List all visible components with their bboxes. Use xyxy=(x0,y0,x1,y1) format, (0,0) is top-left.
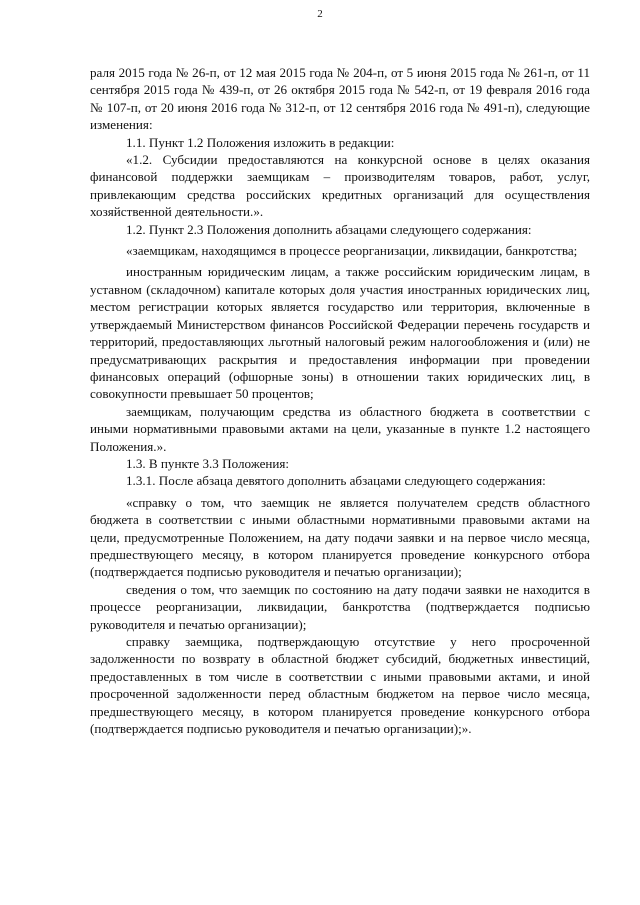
paragraph-item-1-3-1-quote-b: сведения о том, что заемщик по состоянию на дату подачи заявки не находится в процессе реорганизации, ликвидации, банкротства (подтверждается подписью руководителя и печатью организации); xyxy=(90,581,590,632)
paragraph-item-1-2: 1.2. Пункт 2.3 Положения дополнить абзацами следующего содержания: xyxy=(126,221,532,237)
page-number: 2 xyxy=(317,8,323,20)
paragraph-item-1-1: 1.1. Пункт 1.2 Положения изложить в редакции: xyxy=(126,134,395,150)
document-body xyxy=(90,64,590,737)
paragraph-item-1-3-1-quote-c: справку заемщика, подтверждающую отсутствие у него просроченной задолженности по возврату в областной бюджет субсидий, бюджетных инвестиций, предоставленных в том числе в соответствии с иными правовыми актами, и иной просроченной задолженности перед областным бюджетом на первое число месяца, предшествующего месяцу, в котором планируется проведение конкурсного отбора (подтверждается подписью руководителя и печатью организации);». xyxy=(90,634,590,737)
paragraph-item-1-3-1-quote-a: «справку о том, что заемщик не является получателем средств областного бюджета в соответствии с иными областными нормативными правовыми актами на цели, предусмотренные Положением, на дату подачи заявки и на первое число месяца, предшествующего месяцу, в котором планируется проведение конкурсного отбора (подтверждается подписью руководителя и печатью организации); xyxy=(90,494,590,580)
paragraph-item-1-3: 1.3. В пункте 3.3 Положения: xyxy=(126,455,290,471)
paragraph-item-1-1-quote: «1.2. Субсидии предоставляются на конкурсной основе в целях оказания финансовой поддержки заемщикам – производителям товаров, работ, услуг, привлекающим средства российских кредитных организаций для осуществления хозяйственной деятельности.». xyxy=(90,152,590,220)
paragraph-intro: раля 2015 года № 26-п, от 12 мая 2015 года № 204-п, от 5 июня 2015 года № 261-п, от 11 сентября 2015 года № 439-п, от 26 октября 2015 года № 542-п, от 19 февраля 2016 года № 107-п, от 20 июня 2016 года № 312-п, от 12 сентября 2016 года № 491-п), следующие изменения: xyxy=(90,65,590,133)
paragraph-item-1-3-1: 1.3.1. После абзаца девятого дополнить абзацами следующего содержания: xyxy=(126,473,546,489)
paragraph-item-1-2-quote-b: иностранным юридическим лицам, а также российским юридическим лицам, в уставном (складочном) капитале которых доля участия иностранных юридических лиц, местом регистрации которых является государство или территория, включенные в утверждаемый Министерством финансов Российской Федерации перечень государств и территорий, предоставляющих льготный налоговый режим налогообложения и (или) не предусматривающих раскрытия и предоставления информации при проведении финансовых операций (офшорные зоны) в отношении таких юридических лиц, в совокупности превышает 50 процентов; xyxy=(90,264,590,402)
paragraph-item-1-2-quote-a: «заемщикам, находящимся в процессе реорганизации, ликвидации, банкротства; xyxy=(126,243,578,259)
paragraph-item-1-2-quote-c: заемщикам, получающим средства из областного бюджета в соответствии с иными нормативными правовыми актами на цели, указанные в пункте 1.2 настоящего Положения.». xyxy=(90,403,590,454)
